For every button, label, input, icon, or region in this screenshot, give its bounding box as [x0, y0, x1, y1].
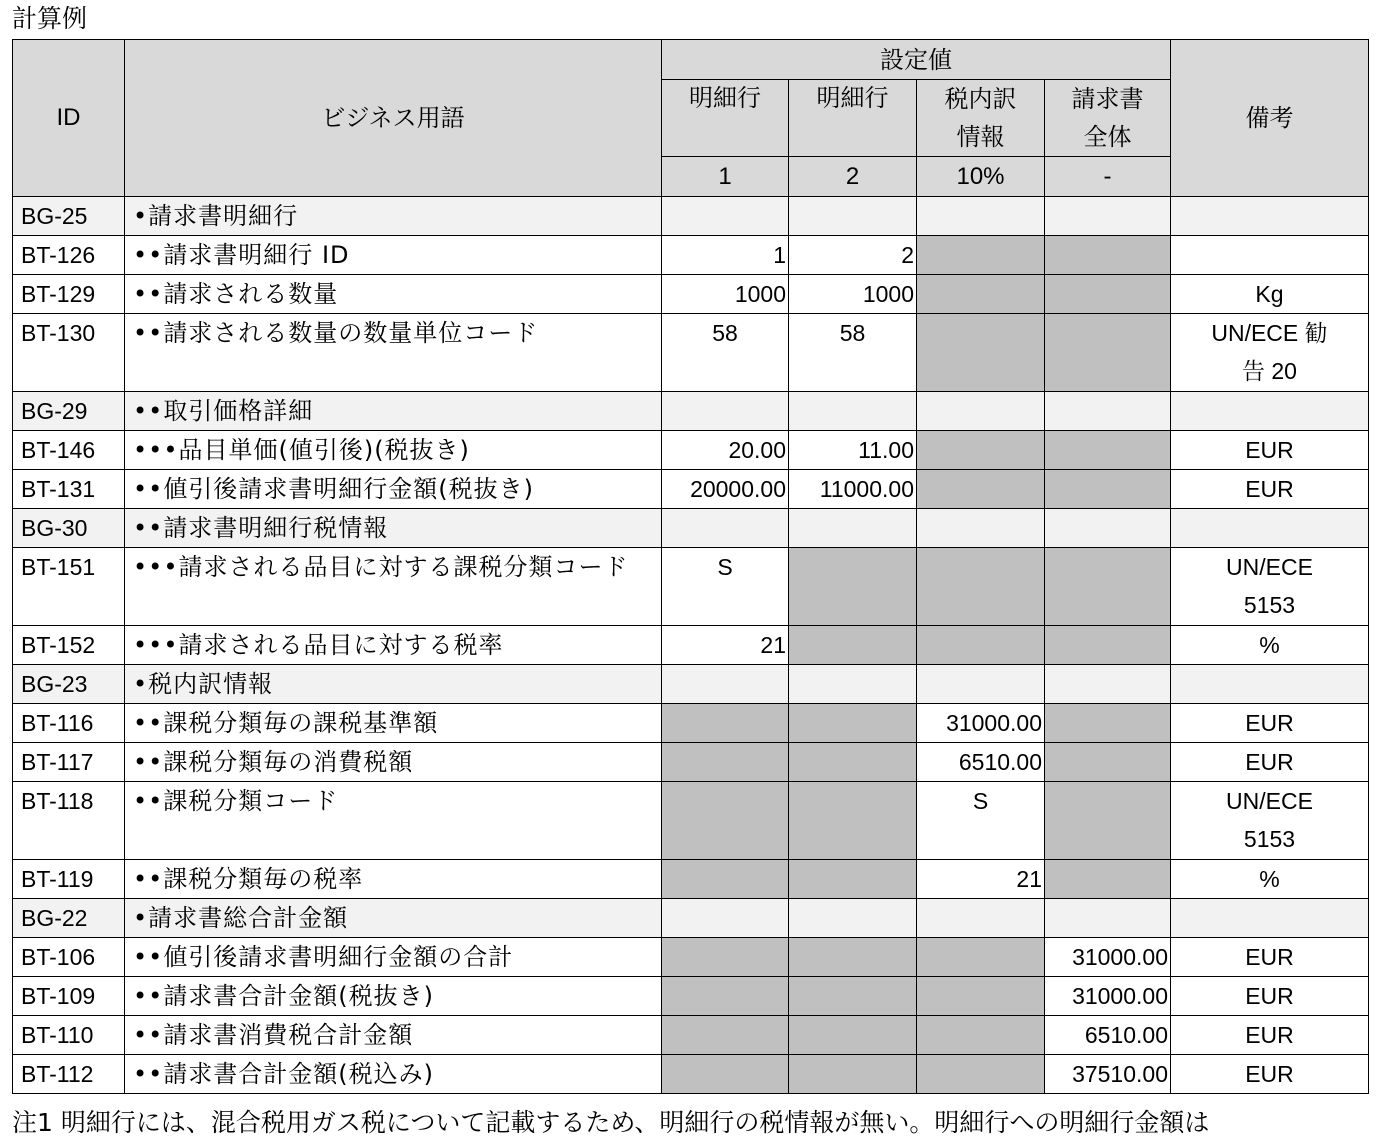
row-term: ••取引価格詳細: [125, 392, 662, 431]
row-value: [1045, 392, 1171, 431]
row-value-na: [662, 782, 789, 860]
row-note: EUR: [1171, 938, 1369, 977]
row-value-na: [1045, 548, 1171, 626]
row-value: 6510.00: [917, 743, 1045, 782]
row-value: [789, 392, 917, 431]
header-sub2: 2: [789, 157, 917, 197]
row-note: EUR: [1171, 977, 1369, 1016]
footnote: 注1 明細行には、混合税用ガス税について記載するため、明細行の税情報が無い。明細行への明細行金額は: [12, 1108, 1210, 1137]
row-value: 21: [917, 860, 1045, 899]
table-row: [13, 665, 1369, 704]
row-value-na: [789, 977, 917, 1016]
row-id: BT-129: [13, 275, 125, 314]
header-settings: 設定値: [662, 40, 1171, 80]
row-value-na: [917, 626, 1045, 665]
row-id: BT-152: [13, 626, 125, 665]
table-row: [13, 548, 1369, 626]
row-id: BT-151: [13, 548, 125, 626]
row-id: BG-25: [13, 197, 125, 236]
row-value-na: [662, 704, 789, 743]
table-row: [13, 743, 1369, 782]
row-note: EUR: [1171, 743, 1369, 782]
row-value-na: [1045, 626, 1171, 665]
row-value: 1: [662, 236, 789, 275]
row-value-na: [789, 548, 917, 626]
row-value: [1045, 899, 1171, 938]
table-row: [13, 1055, 1369, 1094]
row-term: ••請求書合計金額(税抜き): [125, 977, 662, 1016]
table-row: [13, 899, 1369, 938]
row-note: EUR: [1171, 704, 1369, 743]
row-id: BG-29: [13, 392, 125, 431]
table-row: [13, 704, 1369, 743]
row-term: ••値引後請求書明細行金額の合計: [125, 938, 662, 977]
row-note: UN/ECE 5153: [1171, 548, 1369, 626]
row-value-na: [1045, 275, 1171, 314]
row-value-na: [789, 1055, 917, 1094]
row-note: [1171, 236, 1369, 275]
row-value: 58: [789, 314, 917, 392]
header-sub4: -: [1045, 157, 1171, 197]
table-header: [13, 40, 1369, 197]
row-term: ••請求書合計金額(税込み): [125, 1055, 662, 1094]
row-term: •••請求される品目に対する税率: [125, 626, 662, 665]
calculation-table: [12, 39, 1369, 1094]
row-term: •••請求される品目に対する課税分類コード: [125, 548, 662, 626]
row-term: ••課税分類毎の税率: [125, 860, 662, 899]
table-body: [13, 197, 1369, 1094]
row-value-na: [662, 1055, 789, 1094]
row-value-na: [1045, 431, 1171, 470]
row-value-na: [789, 782, 917, 860]
row-id: BT-117: [13, 743, 125, 782]
row-value-na: [1045, 743, 1171, 782]
row-note: EUR: [1171, 431, 1369, 470]
row-value: 11.00: [789, 431, 917, 470]
row-note: [1171, 665, 1369, 704]
row-value: 20000.00: [662, 470, 789, 509]
row-value-na: [917, 1016, 1045, 1055]
row-value-na: [789, 1016, 917, 1055]
row-value-na: [662, 743, 789, 782]
row-id: BG-22: [13, 899, 125, 938]
header-col4: 請求書全体: [1045, 80, 1171, 157]
row-value: [789, 899, 917, 938]
row-id: BT-130: [13, 314, 125, 392]
row-value-na: [789, 704, 917, 743]
row-term: •請求書明細行: [125, 197, 662, 236]
row-id: BT-106: [13, 938, 125, 977]
caption: 計算例: [12, 4, 88, 33]
header-sub1: 1: [662, 157, 789, 197]
header-sub3: 10%: [917, 157, 1045, 197]
row-value-na: [917, 314, 1045, 392]
row-note: %: [1171, 626, 1369, 665]
row-value-na: [662, 1016, 789, 1055]
row-term: •••品目単価(値引後)(税抜き): [125, 431, 662, 470]
row-value: [1045, 665, 1171, 704]
row-term: ••値引後請求書明細行金額(税抜き): [125, 470, 662, 509]
row-term: ••請求される数量の数量単位コード: [125, 314, 662, 392]
row-value-na: [917, 431, 1045, 470]
row-id: BT-131: [13, 470, 125, 509]
row-term: ••請求書明細行 ID: [125, 236, 662, 275]
row-value: [789, 197, 917, 236]
row-id: BG-23: [13, 665, 125, 704]
header-remarks: 備考: [1171, 40, 1369, 197]
row-value: [917, 392, 1045, 431]
table-row: [13, 1016, 1369, 1055]
row-value-na: [789, 860, 917, 899]
table-row: [13, 392, 1369, 431]
table-row: [13, 938, 1369, 977]
row-value: 37510.00: [1045, 1055, 1171, 1094]
table-row: [13, 275, 1369, 314]
row-term: ••請求書消費税合計金額: [125, 1016, 662, 1055]
row-value-na: [917, 1055, 1045, 1094]
row-term: •税内訳情報: [125, 665, 662, 704]
table-row: [13, 236, 1369, 275]
table-row: [13, 977, 1369, 1016]
row-id: BT-116: [13, 704, 125, 743]
row-value: [917, 899, 1045, 938]
row-id: BT-118: [13, 782, 125, 860]
row-value-na: [917, 470, 1045, 509]
row-value: 6510.00: [1045, 1016, 1171, 1055]
header-col1: 明細行: [662, 80, 789, 157]
row-value: 1000: [662, 275, 789, 314]
row-value: [917, 197, 1045, 236]
row-id: BT-126: [13, 236, 125, 275]
row-id: BG-30: [13, 509, 125, 548]
row-term: ••課税分類コード: [125, 782, 662, 860]
row-term: •請求書総合計金額: [125, 899, 662, 938]
row-value: 2: [789, 236, 917, 275]
row-id: BT-112: [13, 1055, 125, 1094]
row-note: Kg: [1171, 275, 1369, 314]
header-term: ビジネス用語: [125, 40, 662, 197]
row-value-na: [917, 548, 1045, 626]
header-col3: 税内訳情報: [917, 80, 1045, 157]
row-note: [1171, 509, 1369, 548]
row-value: 31000.00: [917, 704, 1045, 743]
row-value-na: [917, 275, 1045, 314]
row-note: EUR: [1171, 1055, 1369, 1094]
table-row: [13, 509, 1369, 548]
row-id: BT-110: [13, 1016, 125, 1055]
table-row: [13, 197, 1369, 236]
table-row: [13, 626, 1369, 665]
table-row: [13, 860, 1369, 899]
row-value-na: [917, 236, 1045, 275]
row-value: [662, 509, 789, 548]
header-id: ID: [13, 40, 125, 197]
table-row: [13, 314, 1369, 392]
table-row: [13, 431, 1369, 470]
row-value-na: [789, 743, 917, 782]
row-value-na: [1045, 782, 1171, 860]
row-value: 58: [662, 314, 789, 392]
row-value-na: [1045, 314, 1171, 392]
header-col2: 明細行: [789, 80, 917, 157]
row-term: ••請求書明細行税情報: [125, 509, 662, 548]
row-term: ••課税分類毎の消費税額: [125, 743, 662, 782]
row-term: ••課税分類毎の課税基準額: [125, 704, 662, 743]
table-row: [13, 470, 1369, 509]
row-note: %: [1171, 860, 1369, 899]
row-value-na: [1045, 860, 1171, 899]
table-row: [13, 782, 1369, 860]
row-value-na: [1045, 470, 1171, 509]
row-value: 11000.00: [789, 470, 917, 509]
row-value-na: [662, 938, 789, 977]
row-id: BT-109: [13, 977, 125, 1016]
row-value-na: [789, 626, 917, 665]
row-value-na: [917, 938, 1045, 977]
row-value: 31000.00: [1045, 977, 1171, 1016]
row-term: ••請求される数量: [125, 275, 662, 314]
row-value: [789, 665, 917, 704]
row-value: 20.00: [662, 431, 789, 470]
row-value: [1045, 509, 1171, 548]
row-id: BT-146: [13, 431, 125, 470]
row-value: [662, 197, 789, 236]
row-value-na: [662, 860, 789, 899]
row-note: EUR: [1171, 1016, 1369, 1055]
row-value: [662, 899, 789, 938]
row-value-na: [1045, 704, 1171, 743]
row-value: 1000: [789, 275, 917, 314]
row-value: S: [662, 548, 789, 626]
row-value: [662, 665, 789, 704]
row-note: [1171, 899, 1369, 938]
row-value: [917, 665, 1045, 704]
row-value: [917, 509, 1045, 548]
row-note: EUR: [1171, 470, 1369, 509]
row-value: [662, 392, 789, 431]
row-note: UN/ECE 勧告 20: [1171, 314, 1369, 392]
row-value-na: [917, 977, 1045, 1016]
row-note: [1171, 197, 1369, 236]
row-value-na: [662, 977, 789, 1016]
row-value-na: [789, 938, 917, 977]
row-value-na: [1045, 236, 1171, 275]
row-value: 21: [662, 626, 789, 665]
row-value: [1045, 197, 1171, 236]
row-value: S: [917, 782, 1045, 860]
row-value: [789, 509, 917, 548]
row-note: [1171, 392, 1369, 431]
row-note: UN/ECE 5153: [1171, 782, 1369, 860]
row-value: 31000.00: [1045, 938, 1171, 977]
row-id: BT-119: [13, 860, 125, 899]
